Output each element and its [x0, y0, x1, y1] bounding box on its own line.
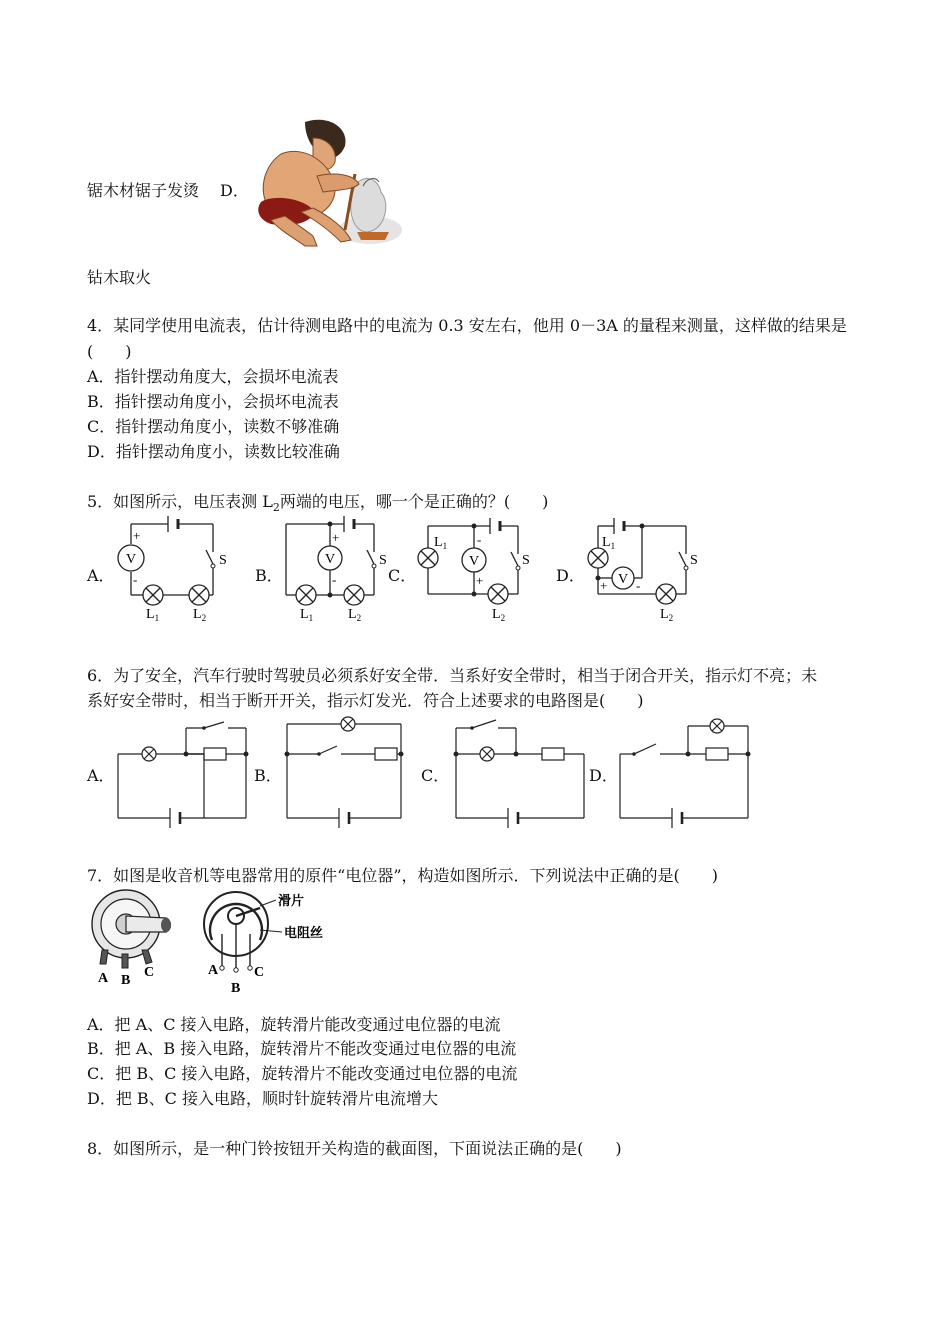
q8-stem: 8．如图所示，是一种门铃按钮开关构造的截面图，下面说法正确的是( )	[87, 1139, 622, 1158]
q5c-plus-label: +	[476, 573, 484, 588]
q5-stem-prefix: 5．如图所示，电压表测 L	[87, 492, 273, 511]
pot-slider-label: 滑片	[278, 893, 305, 908]
q4-stem-line1: 4．某同学使用电流表，估计待测电路中的电流为 0.3 安左右，他用 0－3A 的量程来测量，这样做的结果是	[87, 316, 847, 335]
q5-circuit-d	[584, 512, 702, 624]
q5-option-a-letter: A．	[87, 566, 115, 585]
q5c-minus-label: -	[477, 532, 482, 547]
q5-option-b-letter: B．	[255, 566, 283, 585]
q7-option-d: D．把 B、C 接入电路，顺时针旋转滑片电流增大	[87, 1089, 439, 1108]
prev-option-c-text: 锯木材锯子发烫	[87, 181, 200, 200]
q6-circuit-d	[614, 714, 754, 834]
q7-stem: 7．如图是收音机等电器常用的原件“电位器”，构造如图所示．下列说法中正确的是( )	[87, 866, 719, 885]
potentiometer-structure-diagram	[198, 888, 338, 998]
pot-schem-label-c: C	[254, 965, 265, 980]
q5d-l2-label: $L_2$	[660, 607, 674, 623]
q5-circuit-a	[113, 512, 243, 624]
q4-option-a: A．指针摆动角度大，会损坏电流表	[87, 367, 339, 386]
q5d-plus-label: +	[600, 578, 608, 593]
q7-option-c: C．把 B、C 接入电路，旋转滑片不能改变通过电位器的电流	[87, 1064, 518, 1083]
q5b-s-label: S	[379, 553, 387, 568]
q5b-minus-label: -	[332, 572, 337, 587]
q5-option-c-letter: C．	[388, 566, 417, 585]
q6-stem-line1: 6．为了安全，汽车行驶时驾驶员必须系好安全带．当系好安全带时，相当于闭合开关，指示灯不亮；未	[87, 666, 818, 685]
q5-circuit-b	[278, 512, 388, 624]
pot-label-c: C	[144, 965, 155, 980]
q6-circuit-a	[112, 714, 252, 834]
q6-circuit-b	[281, 714, 411, 834]
q5d-minus-label: -	[636, 578, 641, 593]
q6-option-b-letter: B．	[254, 766, 282, 785]
pot-schem-label-a: A	[208, 963, 219, 978]
q5-stem-suffix: 两端的电压，哪一个是正确的？( )	[279, 492, 549, 511]
q4-option-b: B．指针摆动角度小，会损坏电流表	[87, 392, 339, 411]
pot-wire-label: 电阻丝	[284, 925, 324, 940]
q5a-minus-label: -	[133, 572, 138, 587]
q5-circuit-c	[416, 512, 534, 624]
q4-stem-line2: ( )	[87, 342, 132, 361]
prev-option-d-caption: 钻木取火	[87, 268, 152, 287]
prev-option-d-letter: D．	[220, 181, 249, 200]
pot-schem-label-b: B	[231, 981, 241, 996]
q5c-l2-label: $L_2$	[492, 607, 506, 623]
q5d-l1-label: $L_1$	[602, 535, 616, 551]
q5b-v-label: V	[324, 552, 336, 567]
q7-option-a: A．把 A、C 接入电路，旋转滑片能改变通过电位器的电流	[87, 1015, 501, 1034]
q5d-s-label: S	[690, 553, 698, 568]
q5b-plus-label: +	[332, 530, 340, 545]
q5a-l1-label: $L_1$	[146, 607, 160, 623]
q6-stem-line2: 系好安全带时，相当于断开开关，指示灯发光．符合上述要求的电路图是( )	[87, 691, 644, 710]
q5b-l1-label: $L_1$	[300, 607, 314, 623]
q5c-v-label: V	[468, 554, 480, 569]
q5c-l1-label: $L_1$	[434, 535, 448, 551]
q6-option-c-letter: C．	[421, 766, 450, 785]
q5a-plus-label: +	[133, 528, 141, 543]
q5a-l2-label: $L_2$	[193, 607, 207, 623]
q5a-v-label: V	[125, 552, 137, 567]
q6-option-d-letter: D．	[589, 766, 618, 785]
q5-option-d-letter: D．	[556, 566, 585, 585]
potentiometer-illustration	[86, 888, 176, 988]
pot-label-b: B	[121, 973, 131, 988]
q5-stem-sub: 2	[272, 501, 280, 515]
q6-circuit-c	[450, 714, 590, 834]
q6-option-a-letter: A．	[87, 766, 115, 785]
pot-label-a: A	[98, 971, 109, 986]
q7-option-b: B．把 A、B 接入电路，旋转滑片不能改变通过电位器的电流	[87, 1039, 517, 1058]
q5b-l2-label: $L_2$	[348, 607, 362, 623]
q4-option-d: D．指针摆动角度小，读数比较准确	[87, 442, 340, 461]
q5d-v-label: V	[617, 572, 629, 587]
drilling-wood-illustration	[245, 112, 405, 254]
q5a-s-label: S	[219, 553, 227, 568]
q4-option-c: C．指针摆动角度小，读数不够准确	[87, 417, 340, 436]
q5c-s-label: S	[522, 553, 530, 568]
